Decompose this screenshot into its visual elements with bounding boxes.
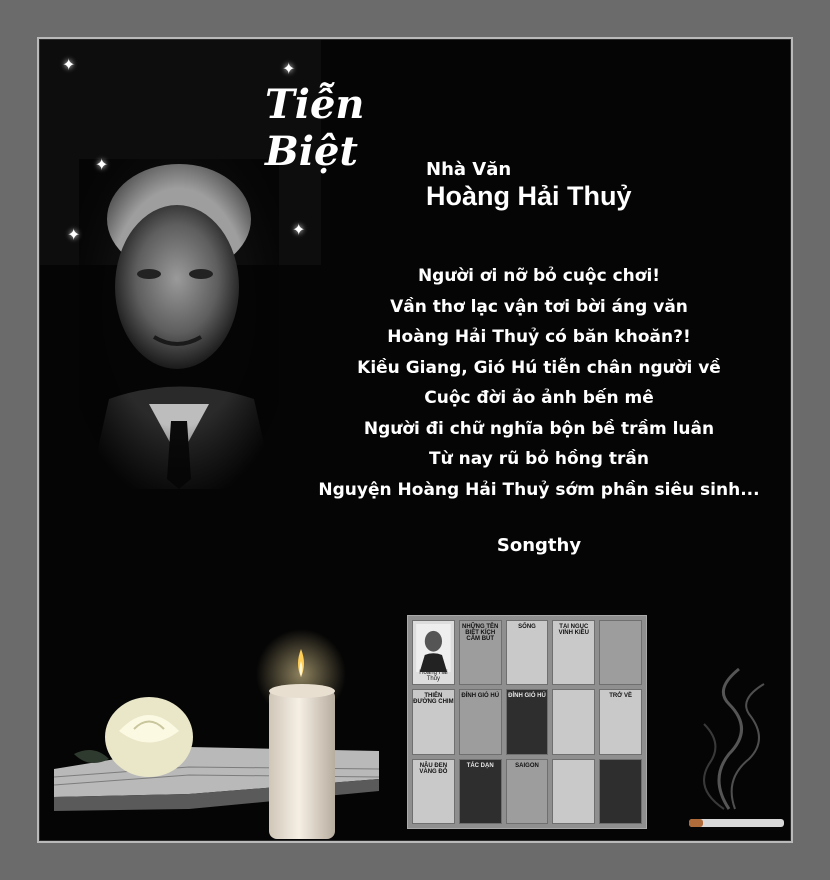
poem-line: Cuộc đời ảo ảnh bến mê (424, 388, 654, 408)
cigarette-icon (669, 659, 791, 841)
poem-line: Hoàng Hải Thuỷ có băn khoăn?! (387, 327, 691, 347)
author-caption: Hoàng Hải Thủy (419, 670, 448, 683)
writer-portrait (79, 155, 279, 489)
poem (289, 261, 789, 505)
book-cover: THIÊN ĐƯỜNG CHIM (412, 689, 455, 754)
writer-name: Hoàng Hải Thuỷ (426, 181, 632, 211)
book-cover: NHỮNG TÊN BIỆT KÍCH CẦM BÚT (459, 620, 502, 685)
poem-line: Kiều Giang, Gió Hú tiễn chân người về (357, 357, 721, 378)
book-cover: SỐNG (506, 620, 549, 685)
poem-line: Từ nay rũ bỏ hồng trần (429, 449, 649, 469)
book-cover: TRỞ VỀ (599, 689, 642, 754)
book-covers-collage (407, 615, 647, 829)
page-title: Tiễn Biệt (265, 81, 365, 175)
poem-line: Vần thơ lạc vận tơi bời áng văn (390, 296, 688, 317)
book-cover: NÂU ĐEN VÀNG ĐỎ (412, 759, 455, 824)
subtitle-label: Nhà Văn (426, 159, 512, 180)
sparkle-icon: ✦ (67, 225, 81, 244)
author-photo-tile (412, 620, 455, 685)
sparkle-icon: ✦ (292, 220, 306, 239)
poem-line: Người ơi nỡ bỏ cuộc chơi! (417, 266, 661, 286)
book-cover: ĐỈNH GIÓ HÚ (506, 689, 549, 754)
poem-line: Nguyện Hoàng Hải Thuỷ sớm phần siêu sinh... (318, 479, 760, 500)
book-cover (552, 759, 595, 824)
sparkle-icon: ✦ (62, 55, 76, 74)
book-cover: ĐỈNH GIÓ HÚ (459, 689, 502, 754)
book-cover: TÁC DẠN (459, 759, 502, 824)
author-photo (413, 624, 454, 672)
sparkle-icon: ✦ (95, 155, 109, 174)
signature: Songthy (496, 535, 582, 556)
memorial-card (37, 37, 793, 843)
poem-line: Người đi chữ nghĩa bộn bề trầm luân (363, 418, 715, 439)
book-cover (552, 689, 595, 754)
book-cover: TẠI NGỤC VINH KIỀU (552, 620, 595, 685)
book-cover (599, 759, 642, 824)
candle-rose-book-scene (49, 619, 429, 841)
book-cover (599, 620, 642, 685)
sparkle-icon: ✦ (282, 59, 296, 78)
book-cover: SAIGON (506, 759, 549, 824)
